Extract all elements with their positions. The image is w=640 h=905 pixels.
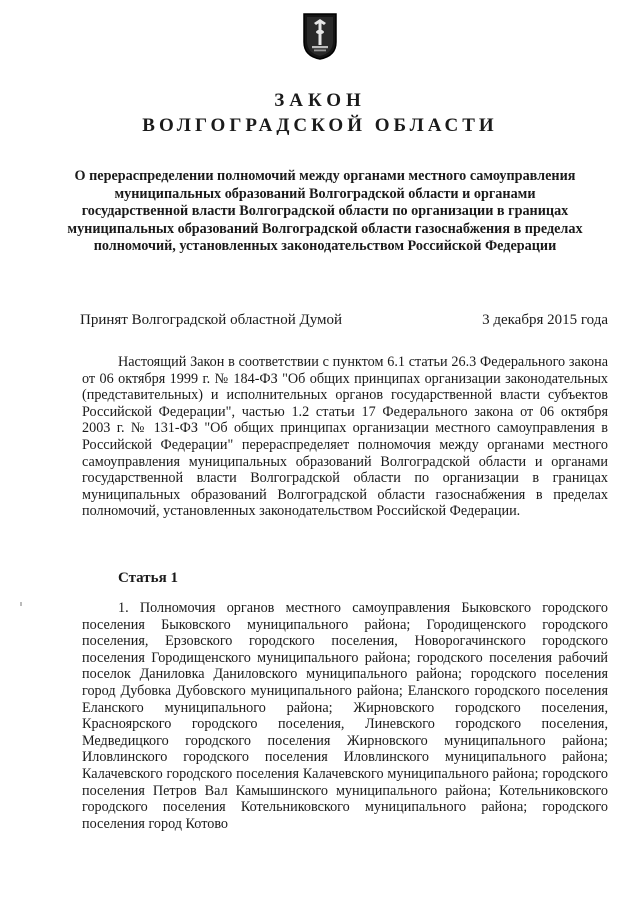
adopted-by: Принят Волгоградской областной Думой [80, 312, 343, 328]
adoption-line [80, 312, 608, 329]
law-title: ЗАКОН [274, 90, 366, 111]
law-region-title: ВОЛГОГРАДСКОЙ ОБЛАСТИ [142, 115, 498, 136]
article-paragraph: 1. Полномочия органов местного самоуправления Быковского городского поселения Быковского муниципального района; Городищенского городского поселения, Ерзовского городского поселения, Новорогачинского городского поселения Городищенского муниципального района; городского поселения рабочий поселок Даниловка Даниловского муниципального района; городского поселения город Дубовка Дубовского муниципального района; Еланского городского поселения Еланского муниципального района; Жирновского городского поселения, Красноярского городского поселения, Линевского городского поселения, Медведицкого городского поселения Жирновского муниципального района; Иловлинского городского поселения Иловлинского муниципального района; Калачевского городского поселения Калачевского муниципального района; городского поселения Петров Вал Камышинского муниципального района; Котельниковского городского поселения Котельниковского муниципального района; городского поселения город Котово [82, 600, 608, 832]
adoption-date: 3 декабря 2015 года [482, 312, 608, 328]
article-heading: Статья 1 [118, 570, 178, 586]
law-subject-heading: О перераспределении полномочий между органами местного самоуправления муниципальных образований Волгоградской области и органами государственной власти Волгоградской области по организации в границах муниципальных образований Волгоградской области газоснабжения в пределах полномочий, установленных законодательством Российской Федерации [67, 168, 583, 254]
preamble-paragraph: Настоящий Закон в соответствии с пунктом 6.1 статьи 26.3 Федерального закона от 06 октября 1999 г. № 184-ФЗ "Об общих принципах организации законодательных (представительных) и исполнительных органов государственной власти субъектов Российской Федерации", частью 1.2 статьи 17 Федерального закона от 06 октября 2003 г. № 131-ФЗ "Об общих принципах организации местного самоуправления в Российской Федерации" перераспределяет полномочия между органами местного самоуправления муниципальных образований Волгоградской области и органами государственной власти Волгоградской области по организации в границах муниципальных образований Волгоградской области газоснабжения в пределах полномочий, установленных законодательством Российской Федерации. [82, 354, 608, 520]
coat-of-arms-icon [302, 12, 338, 60]
scan-margin-mark [20, 602, 22, 606]
